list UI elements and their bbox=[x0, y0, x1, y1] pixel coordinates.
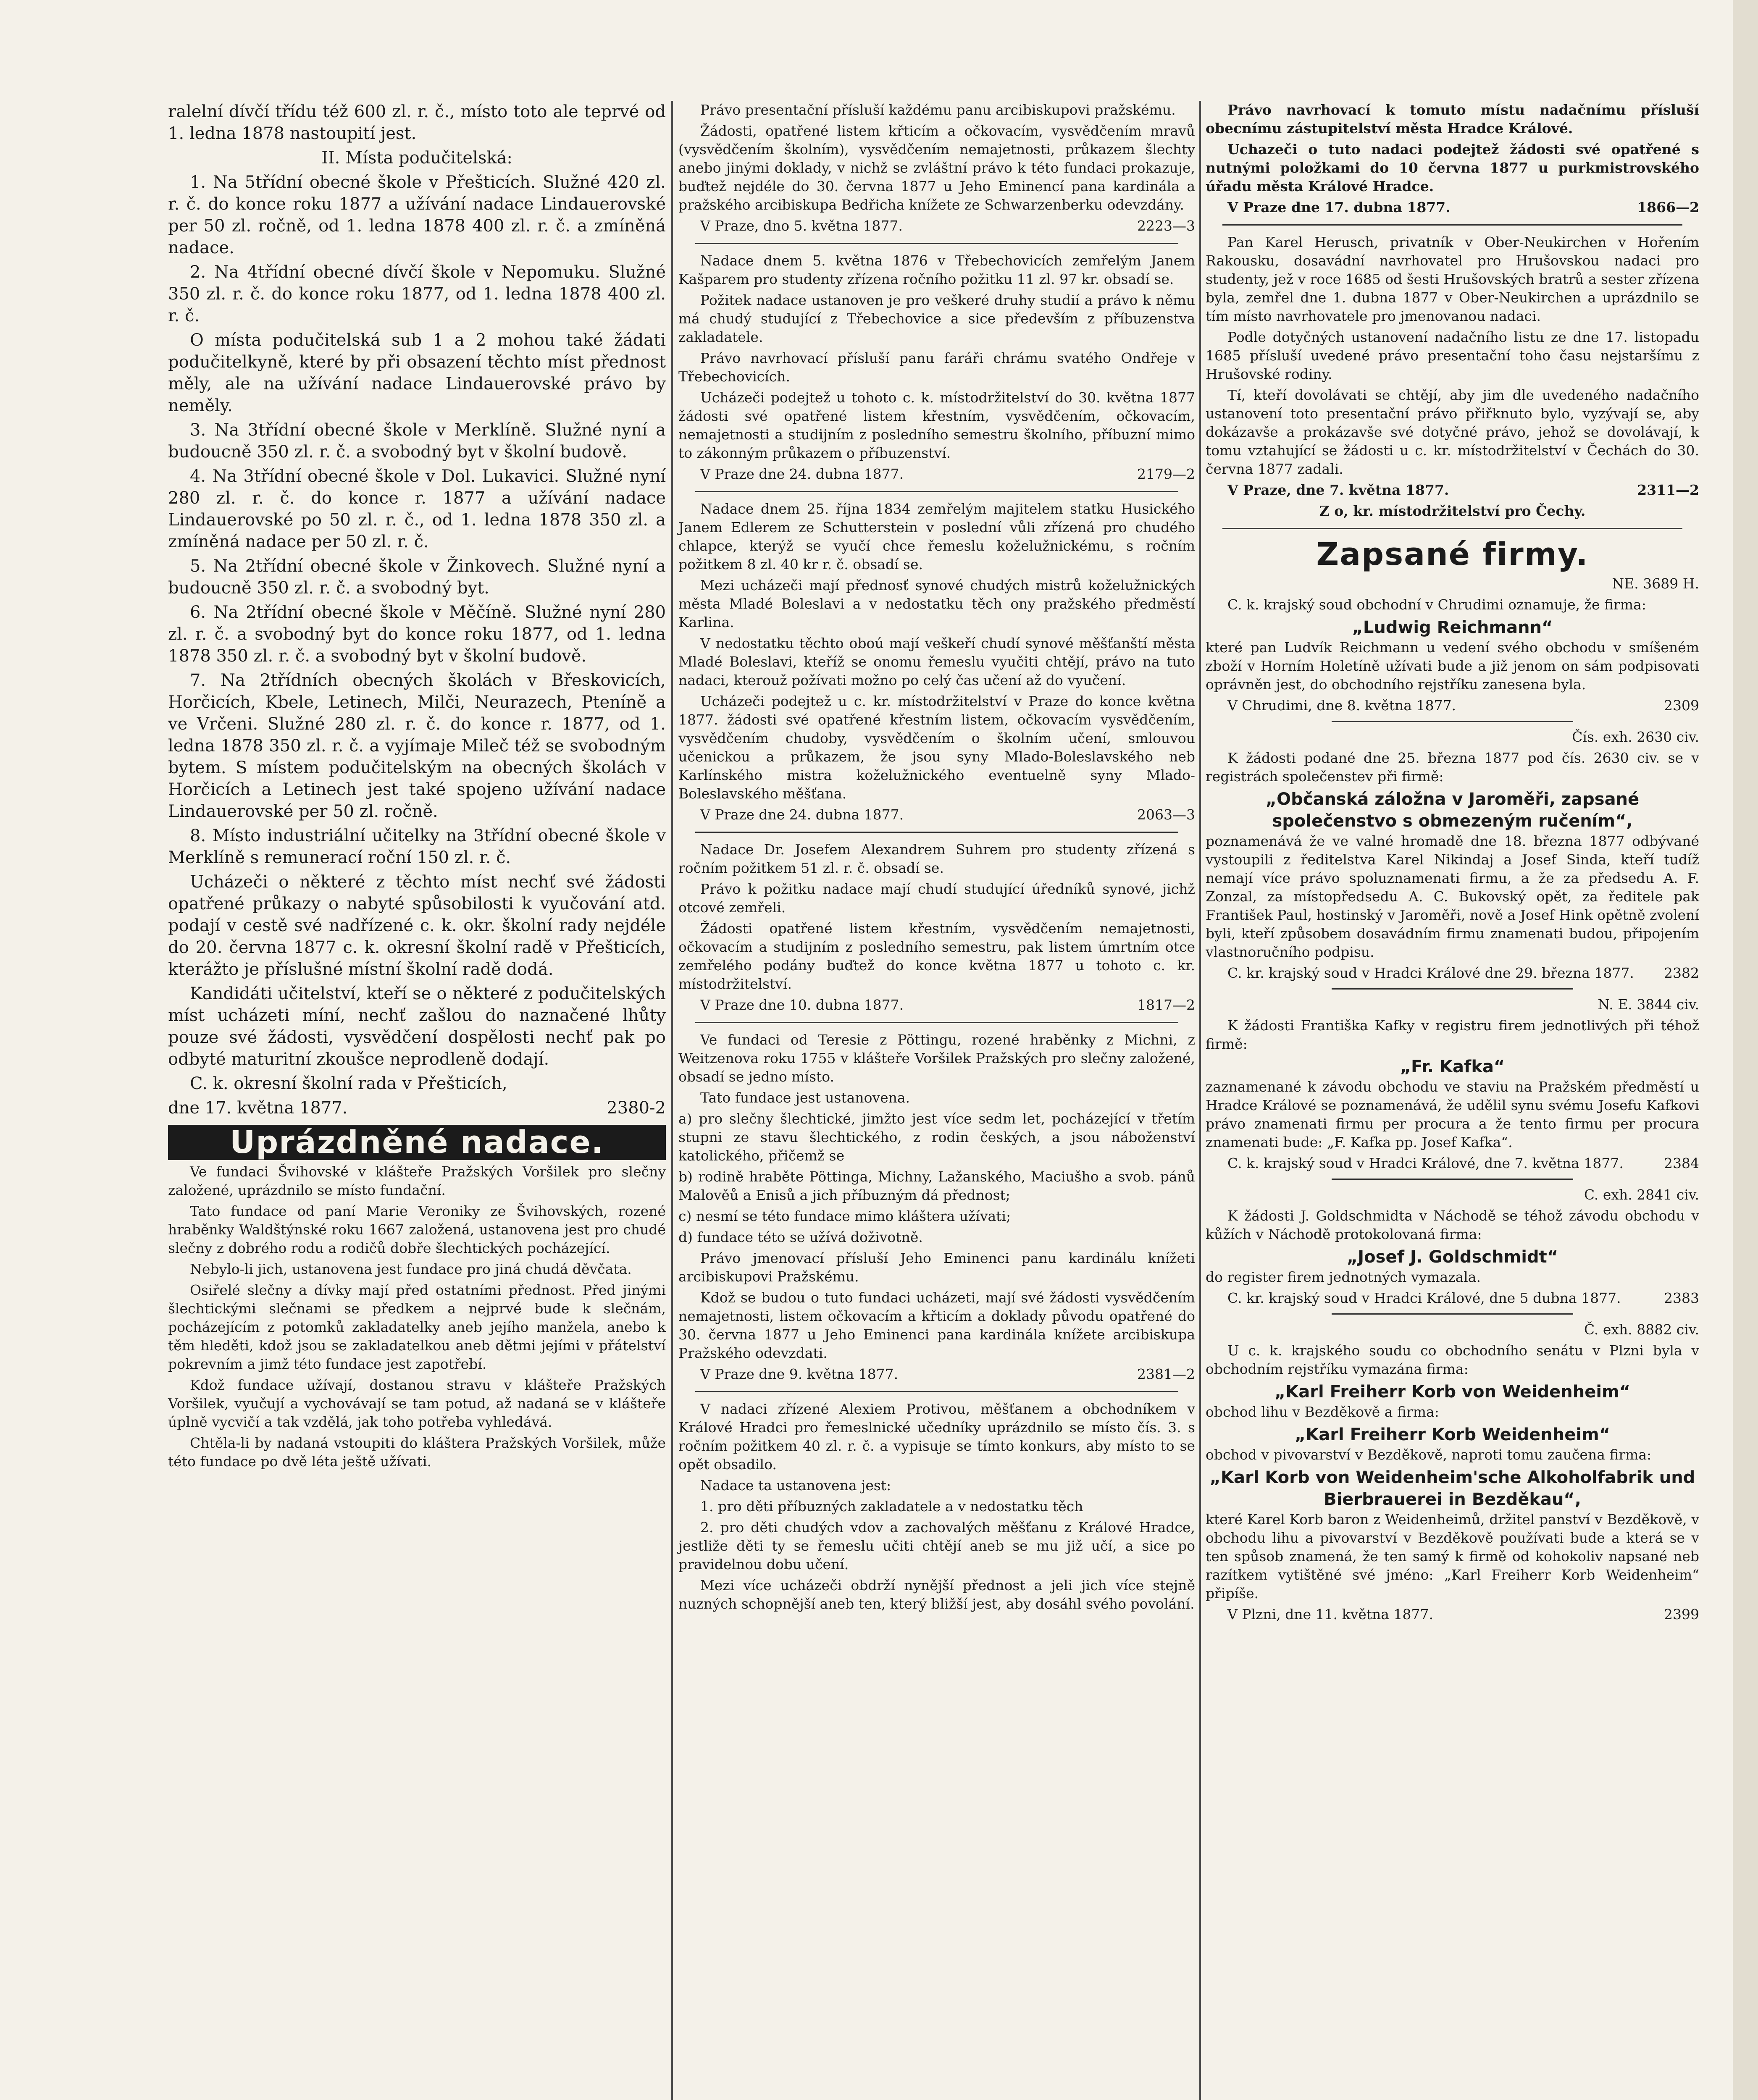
ref-number: 2223—3 bbox=[1137, 218, 1195, 234]
ref-number: Čís. exh. 2630 civ. bbox=[1572, 729, 1699, 745]
paragraph: Tato fundace od paní Marie Veroniky ze Švihovských, rozené hraběnky Waldštýnské roku 1667 založená, ustanovena jest pro chudé slečny z dobrého rodu a rodičů dobře šlechtických pocházející. bbox=[168, 1203, 666, 1256]
firm-name: „Karl Freiherr Korb von Weidenheim“ bbox=[1274, 1382, 1631, 1402]
paragraph: Kdož fundace užívají, dostanou stravu v klášteře Pražských Voršilek, vyučují a vychovávají se tam potud, až nadaná se v klášteře úplně vycvičí a tak vzdělá, jak toho potřeba vyhledává. bbox=[168, 1377, 666, 1430]
divider bbox=[1332, 721, 1573, 722]
divider bbox=[1332, 988, 1573, 990]
firm-name: „Karl Korb von Weidenheim'sche Alkoholfabrik und Bierbrauerei in Bezděkau“, bbox=[1209, 1468, 1695, 1509]
list-item: Ucházeči o některé z těchto míst nechť své žádosti opatřené průkazy o nabyté spůsobilosti k vyučování atd. podají v cestě své nadřízené c. k. okr. školní rady nejdéle do 20. června 1877 c. k. okresní školní radě v Přešticích, kterážto je příslušné místní školní radě dodá. bbox=[168, 872, 666, 979]
firm-name: „Občanská záložna v Jaroměři, zapsané společenstvo s obmezeným ručením“, bbox=[1265, 790, 1640, 831]
dateline bbox=[678, 996, 1195, 1014]
column-right bbox=[1206, 101, 1699, 1626]
date: V Praze, dne 7. května 1877. bbox=[1227, 482, 1449, 498]
list-item: Kandidáti učitelství, kteří se o některé z podučitelských míst ucházeti míní, nechť zašlou do naznačené lhůty pouze své žádosti, vysvědčení dospělosti nechť pak po odbyté maturitní zkoušce neprodleně dodají. bbox=[168, 984, 666, 1069]
ref-number: 2380-2 bbox=[607, 1098, 666, 1118]
firm-name: „Fr. Kafka“ bbox=[1400, 1057, 1505, 1076]
paragraph: Ucházeči podejtež u c. kr. místodržitelství v Praze do konce května 1877. žádosti své opatřené křestním listem, očkovacím vysvědčením, vysvědčením chudoby, vysvědčením o školním učení, smlouvou učenickou a průkazem, že jsou syny Mlado-Boleslavského neb Karlínského mistra koželužnického eventuelně syny Mlado-Boleslavského měšťana. bbox=[678, 693, 1195, 802]
date: V Praze dne 10. dubna 1877. bbox=[700, 997, 904, 1013]
list-item: 8. Místo industriální učitelky na 3třídní obecné škole v Merklíně s remunerací roční 150 zl. r. č. bbox=[168, 826, 666, 867]
firm-name: „Karl Freiherr Korb Weidenheim“ bbox=[1294, 1425, 1611, 1444]
ref-number: 2382 bbox=[1664, 965, 1699, 981]
ref-number: C. exh. 2841 civ. bbox=[1584, 1186, 1699, 1203]
section-heading: Uprázdněné nadace. bbox=[168, 1125, 666, 1160]
paragraph: obchod v pivovarství v Bezděkově, naproti tomu zaučena firma: bbox=[1206, 1446, 1652, 1463]
dateline bbox=[678, 1365, 1195, 1383]
paragraph: Ucházeči podejtež u tohoto c. k. místodržitelství do 30. května 1877 žádosti své opatřené listem křestním, vysvědčením, očkovacím, nemajetnosti a studijním z posledního semestru školního, příbuzní mimo to zákonným průkazem o příbuzenství. bbox=[678, 389, 1195, 461]
paragraph: Pan Karel Herusch, privatník v Ober-Neukirchen v Hořením Rakousku, dosavádní navrhovatel pro Hrušovskou nadaci pro studenty, jež v roce 1685 od šesti Hrušovských bratrů a sester zřízena byla, zemřel dne 1. dubna 1877 v Ober-Neukirchen a uprázdnilo se tím místo navrhovatele pro jmenovanou nadaci. bbox=[1206, 234, 1700, 324]
signature: C. kr. krajský soud v Hradci Králové dne 29. března 1877. bbox=[1227, 965, 1634, 981]
paragraph: ralelní dívčí třídu též 600 zl. r. č., místo toto ale teprvé od 1. ledna 1878 nastoupití jest. bbox=[168, 102, 666, 143]
list-item: 5. Na 2třídní obecné škole v Žinkovech. Služné nyní a budoucně 350 zl. r. č. a svobodný byt. bbox=[168, 556, 666, 598]
list-item: a) pro slečny šlechtické, jimžto jest více sedm let, pocházející v třetím stupni ze stavu šlechtického, z rodin českých, a jsou náboženství katolického, přičemž se bbox=[678, 1110, 1195, 1164]
section-title: II. Místa podučitelská: bbox=[321, 148, 512, 168]
paragraph: Podle dotyčných ustanovení nadačního listu ze dne 17. listopadu 1685 přísluší uvedené právo presentační toho času nejstaršímu z Hrušovské rodiny. bbox=[1206, 329, 1699, 382]
divider bbox=[695, 832, 1178, 833]
ref-number: 2381—2 bbox=[1137, 1366, 1195, 1382]
paragraph: Žádosti, opatřené listem křticím a očkovacím, vysvědčením mravů (vysvědčením školním), vysvědčením nemajetnosti, průkazem šlechty anebo jinými doklady, v nichž se zvláštní právo k této fundaci prokazuje, buďtež nejdéle do 30. června 1877 u Jeho Eminencí pana kardinála a pražského arcibiskupa Bedřicha knížete ze Schwarzenberku odevzdány. bbox=[678, 123, 1195, 213]
dateline bbox=[1206, 1605, 1699, 1624]
ref-number: 2179—2 bbox=[1137, 466, 1195, 482]
ref-number: 2063—3 bbox=[1137, 806, 1195, 823]
ref-number: 2384 bbox=[1664, 1155, 1699, 1171]
dateline bbox=[1206, 481, 1699, 499]
divider bbox=[695, 491, 1178, 492]
dateline bbox=[678, 465, 1195, 483]
divider bbox=[1332, 1179, 1573, 1180]
column-left bbox=[168, 101, 666, 1473]
divider bbox=[1222, 528, 1682, 529]
paragraph: Tato fundace jest ustanovena. bbox=[700, 1089, 910, 1106]
paragraph: Tí, kteří dovolávati se chtějí, aby jim dle uvedeného nadačního ustanovení toto presentační právo přiřknuto bylo, vyzývají se, aby dokázavše a prokázavše své dotyčné právo, jehož se dovolávají, k tomu vztahující se žádosti u c. kr. místodržitelství v Čechách do 30. června 1877 zadali. bbox=[1206, 387, 1699, 477]
dateline bbox=[678, 217, 1195, 235]
list-item: 7. Na 2třídních obecných školách v Břeskovicích, Horčicích, Kbele, Letinech, Milči, Neurazech, Ptenínĕ a ve Vrčeni. Služné 280 zl. r. č. do konce r. 1877, od 1. ledna 1878 350 zl. r. č. a vyjímaje Mileč též se svobodným bytem. S místem podučitelským na obecných školách v Horčicích a Letinech jest také spojeno užívání nadace Lindauerovské per 50 zl. ročně. bbox=[168, 671, 666, 821]
divider bbox=[695, 1391, 1178, 1392]
paragraph: Nadace ta ustanovena jest: bbox=[700, 1477, 891, 1494]
dateline bbox=[168, 1097, 666, 1119]
ref-number: 2383 bbox=[1664, 1290, 1699, 1306]
list-item: 2. pro děti chudých vdov a zachovalých měšťanu z Králové Hradce, jestliže děti ty se řemeslu učiti chtějí aneb se mu již učí, a sice po pravidelnou dobu učení. bbox=[678, 1519, 1195, 1572]
paragraph: zaznamenané k závodu obchodu ve staviu na Pražském předměstí u Hradce Králové se poznamenává, že udělil synu svému Josefu Kafkovi právo znamenati firmu per procura a že tento firmu per procura znamenati bude: „F. Kafka pp. Josef Kafka“. bbox=[1206, 1079, 1699, 1150]
paragraph: Ve fundaci Švihovské v klášteře Pražských Voršilek pro slečny založené, uprázdnilo se místo fundační. bbox=[168, 1163, 666, 1198]
date: V Plzni, dne 11. května 1877. bbox=[1227, 1606, 1433, 1622]
paragraph: Uchazeči o tuto nadaci podejtež žádosti své opatřené s nutnými položkami do 10 června 1877 u purkmistrovského úřadu města Králové Hradce. bbox=[1206, 141, 1699, 194]
ref-number: 1817—2 bbox=[1137, 997, 1195, 1013]
paragraph: Právo jmenovací přísluší Jeho Eminenci panu kardinálu knížeti arcibiskupovi Pražskému. bbox=[678, 1250, 1195, 1285]
paragraph: Osiřelé slečny a dívky mají před ostatními přednost. Před jinými šlechtickými slečnami se předkem a nejprvé bude k slečnám, pocházejícím z potomků zakladatelky aneb jejího manžela, anebo k těm hleděti, kdož jsou se zakladatelkou aneb dětmi jejími v přátelství pokrevním a jimž této fundace jest zapotřebí. bbox=[168, 1282, 666, 1372]
divider bbox=[1332, 1313, 1573, 1315]
paragraph: C. k. krajský soud obchodní v Chrudimi oznamuje, že firma: bbox=[1227, 596, 1646, 613]
dateline bbox=[1206, 964, 1699, 982]
paragraph: Nadace dnem 5. května 1876 v Třebechovicích zemřelým Janem Kašparem pro studenty zřízena ročního požitku 11 zl. 97 kr. obsadí se. bbox=[678, 252, 1195, 287]
ref-number: N. E. 3844 civ. bbox=[1598, 996, 1699, 1013]
paragraph: K žádosti podané dne 25. března 1877 pod čís. 2630 civ. se v registrách společenstev při firmě: bbox=[1206, 750, 1699, 785]
paragraph: V nedostatku těchto oboú mají veškeří chudí synové měšťanští města Mladé Boleslavi, kteříž se onomu řemeslu vyučiti chtějí, právo na tuto nadaci, kterouž požívati možno po celý čas učení až do vyučení. bbox=[678, 635, 1195, 688]
divider bbox=[695, 243, 1178, 244]
paragraph: Právo navrhovací k tomuto místu nadačnímu přísluší obecnímu zástupitelství města Hradce Králové. bbox=[1206, 102, 1699, 136]
date: V Praze dne 9. května 1877. bbox=[700, 1366, 899, 1382]
paragraph: Žádosti opatřené listem křestním, vysvědčením nemajetnosti, očkovacím a studijním z posledního semestru, pak listem úmrtním otce zemřelého podány buďtež do konce května 1877 u tohoto c. kr. místodržitelství. bbox=[678, 920, 1195, 992]
list-item: 4. Na 3třídní obecné škole v Dol. Lukavici. Služné nyní 280 zl. r. č. do konce r. 1877 a užívání nadace Lindauerovské po 50 zl. r. č., od 1. ledna 1878 350 zl. a zmíněná nadace per 50 zl. r. č. bbox=[168, 467, 666, 551]
dateline bbox=[678, 806, 1195, 824]
list-item: 6. Na 2třídní obecné škole v Měčíně. Služné nyní 280 zl. r. č. a svobodný byt do konce roku 1877, od 1. ledna 1878 350 zl. r. č. a svobodný byt v školní budově. bbox=[168, 603, 666, 666]
column-rule bbox=[671, 101, 673, 2100]
ref-number: 1866—2 bbox=[1637, 199, 1699, 215]
list-item: b) rodině hraběte Pöttinga, Michny, Lažanského, Maciušho a svob. pánů Malověů a Enisů a jich příbuzným dá přednost; bbox=[678, 1168, 1195, 1203]
section-heading: Zapsané firmy. bbox=[1316, 536, 1589, 572]
signature: C. k. krajský soud v Hradci Králové, dne 7. května 1877. bbox=[1227, 1155, 1624, 1171]
ref-number: NE. 3689 H. bbox=[1612, 575, 1699, 592]
dateline bbox=[1206, 198, 1699, 217]
list-item: c) nesmí se této fundace mimo kláštera užívati; bbox=[678, 1208, 1011, 1224]
divider bbox=[1222, 224, 1682, 226]
paragraph: K žádosti Františka Kafky v registru firem jednotlivých při téhož firmě: bbox=[1206, 1017, 1699, 1052]
paragraph: Nadace dnem 25. října 1834 zemřelým majitelem statku Husického Janem Edlerem ze Schutterstein v poslední vůli zřízená pro chudého chlapce, kterýž se vyučí chce řemeslu koželužnickému, s ročním požitkem 8 zl. 40 kr r. č. obsadí se. bbox=[678, 501, 1195, 572]
paragraph: Kdož se budou o tuto fundaci ucházeti, mají své žádosti vysvědčením nemajetnosti, listem očkovacím a křticím a doklady původu opatřené do 30. června 1877 u Jeho Eminenci pana kardinála knížete arcibiskupa Pražského odevzdati. bbox=[678, 1289, 1195, 1361]
paragraph: Ve fundaci od Teresie z Pöttingu, rozené hraběnky z Michni, z Weitzenova roku 1755 v klášteře Voršilek Pražských pro slečny založené, obsadí se jedno místo. bbox=[678, 1032, 1195, 1085]
list-item: d) fundace této se užívá doživotně. bbox=[678, 1229, 923, 1245]
paragraph: které pan Ludvík Reichmann u vedení svého obchodu v smíšeném zboží v Horním Holetíně užívati bude a již jenom on sám podpisovati oprávněn jest, do obchodního rejstříku zanesena byla. bbox=[1206, 639, 1699, 693]
list-item: O místa podučitelská sub 1 a 2 mohou také žádati podučitelkyně, které by při obsazení těchto míst přednost měly, ale na užívání nadace Lindauerovské právo by neměly. bbox=[168, 331, 666, 415]
date: V Chrudimi, dne 8. května 1877. bbox=[1227, 697, 1456, 714]
ref-number: Č. exh. 8882 civ. bbox=[1584, 1321, 1699, 1338]
ref-number: 2399 bbox=[1664, 1606, 1699, 1622]
paragraph: do register firem jednotných vymazala. bbox=[1206, 1269, 1481, 1285]
list-item: 1. pro děti příbuzných zakladatele a v nedostatku těch bbox=[700, 1498, 1083, 1515]
paragraph: Chtěla-li by nadaná vstoupiti do kláštera Pražských Voršilek, může této fundace po dvě léta ještě užívati. bbox=[168, 1435, 666, 1470]
ref-number: 2311—2 bbox=[1637, 482, 1699, 498]
list-item: 3. Na 3třídní obecné škole v Merklíně. Služné nyní a budoucně 350 zl. r. č. a svobodný byt v školní budově. bbox=[168, 420, 666, 462]
dateline bbox=[1206, 1289, 1699, 1307]
paragraph: poznamenává že ve valné hromadě dne 18. března 1877 odbývané vystoupili z ředitelstva Karel Nikindaj a Josef Sinda, kteří tudíž nemají více právo spoluznamenati firmu, a že za předsedu A. F. Zonzal, za místopředsedu A. C. Bukovský opět, za ředitele pak František Paul, hostinský v Jaroměři, nově a Josef Hink opětně zvolení byli, kteří způsobem dosavádním firmu znamenati budou, připojením vlastnoručního podpisu. bbox=[1206, 833, 1699, 960]
firm-name: „Ludwig Reichmann“ bbox=[1352, 618, 1553, 637]
paragraph: Nebylo-li jich, ustanovena jest fundace pro jiná chudá děvčata. bbox=[190, 1261, 632, 1277]
signature: C. kr. krajský soud v Hradci Králové, dne 5 dubna 1877. bbox=[1227, 1290, 1621, 1306]
date: V Praze dne 17. dubna 1877. bbox=[1227, 199, 1451, 215]
date: V Praze dne 24. dubna 1877. bbox=[700, 806, 904, 823]
ref-number: 2309 bbox=[1664, 697, 1699, 714]
dateline bbox=[1206, 696, 1699, 715]
paragraph: Právo k požitku nadace mají chudí studující úředníků synové, jichž otcové zemřeli. bbox=[678, 881, 1195, 916]
signature: C. k. okresní školní rada v Přešticích, bbox=[190, 1074, 507, 1093]
column-middle bbox=[678, 101, 1195, 1616]
paragraph: Požitek nadace ustanoven je pro veškeré druhy studií a právo k němu má chudý studující z Třebechovice a sice především z příbuzenstva zakladatele. bbox=[678, 292, 1195, 345]
divider bbox=[695, 1022, 1178, 1023]
paragraph: K žádosti J. Goldschmidta v Náchodě se téhož závodu obchodu v kůžích v Náchodě protokolovaná firma: bbox=[1206, 1208, 1699, 1242]
page-edge bbox=[1733, 0, 1758, 2100]
dateline bbox=[1206, 1154, 1699, 1173]
column-rule bbox=[1199, 101, 1201, 2100]
date: V Praze dne 24. dubna 1877. bbox=[700, 466, 904, 482]
list-item: 1. Na 5třídní obecné škole v Přešticích. Služné 420 zl. r. č. do konce roku 1877 a užívání nadace Lindauerovské per 50 zl. ročně, od 1. ledna 1878 400 zl. r. č. a zmíněná nadace. bbox=[168, 173, 666, 257]
paragraph: V nadaci zřízené Alexiem Protivou, měšťanem a obchodníkem v Králové Hradci pro řemeslnické učedníky uprázdnilo se místo čís. 3. s ročním požitkem 40 zl. r. č. a vypisuje se tímto konkurs, aby místo to se opět obsadilo. bbox=[678, 1401, 1195, 1473]
paragraph: které Karel Korb baron z Weidenheimů, držitel panství v Bezděkově, v obchodu lihu a pivovarství v Bezděkově používati bude a která se v ten spůsob znamená, že ten samý k firmě od kohokoliv napsané neb razítkem vytištěné své jméno: „Karl Freiherr Korb Weidenheim“ připíše. bbox=[1206, 1511, 1699, 1601]
paragraph: obchod lihu v Bezděkově a firma: bbox=[1206, 1404, 1439, 1420]
paragraph: Právo presentační přísluší každému panu arcibiskupovi pražskému. bbox=[700, 102, 1176, 118]
list-item: 2. Na 4třídní obecné dívčí škole v Nepomuku. Služné 350 zl. r. č. do konce roku 1877, od 1. ledna 1878 400 zl. r. č. bbox=[168, 262, 666, 326]
signature: Z o, kr. místodržitelství pro Čechy. bbox=[1319, 503, 1586, 519]
date: V Praze, dno 5. května 1877. bbox=[700, 218, 903, 234]
paragraph: Mezi více ucházeči obdrží nynější přednost a jeli jich více stejně nuzných schopnější aneb ten, který bližší jest, aby dosáhl svého povolání. bbox=[678, 1577, 1195, 1612]
paragraph: Nadace Dr. Josefem Alexandrem Suhrem pro studenty zřízená s ročním požitkem 51 zl. r. č. obsadí se. bbox=[678, 841, 1195, 876]
paragraph: Právo navrhovací přísluší panu faráři chrámu svatého Ondřeje v Třebechovicích. bbox=[678, 350, 1195, 385]
firm-name: „Josef J. Goldschmidt“ bbox=[1346, 1247, 1558, 1267]
paragraph: Mezi ucházeči mají přednosť synové chudých mistrů koželužnických města Mladé Boleslavi a v nedostatku těch ony pražského předměstí Karlina. bbox=[678, 577, 1195, 630]
date: dne 17. května 1877. bbox=[168, 1098, 348, 1118]
paragraph: U c. k. krajského soudu co obchodního senátu v Plzni byla v obchodním rejstříku vymazána firma: bbox=[1206, 1342, 1699, 1377]
